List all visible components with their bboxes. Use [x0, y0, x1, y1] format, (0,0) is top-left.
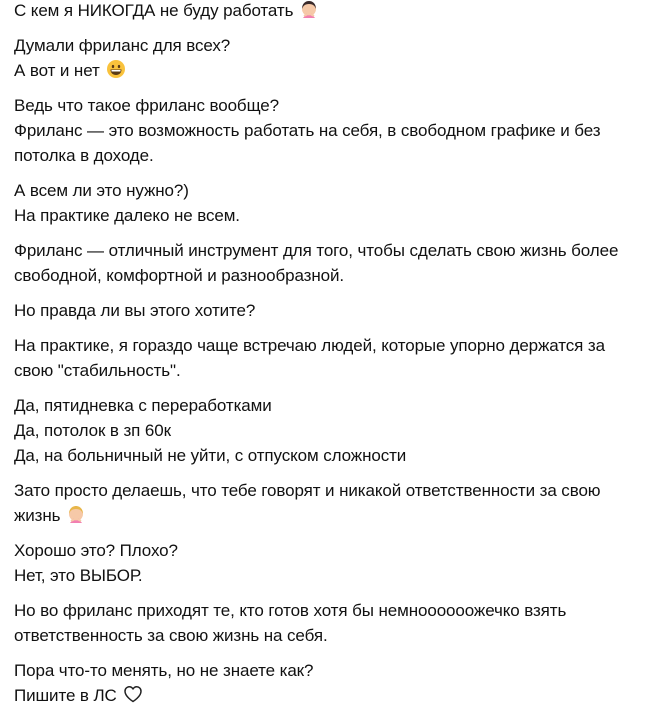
post-line: Да, пятидневка с переработками [14, 396, 272, 415]
post-line: Хорошо это? Плохо? [14, 541, 178, 560]
post-line: Фриланс — отличный инструмент для того, чтобы сделать свою жизнь более [14, 241, 619, 260]
post-paragraph [14, 538, 178, 588]
post-line: Пора что-то менять, но не знаете как? [14, 661, 314, 680]
post-paragraph [14, 598, 566, 648]
post-line: Ведь что такое фриланс вообще? [14, 96, 279, 115]
post-paragraph [14, 33, 230, 83]
post-line: потолка в доходе. [14, 146, 154, 165]
post-line-text: Пишите в ЛС [14, 686, 117, 705]
post-line: Зато просто делаешь, что тебе говорят и никакой ответственности за свою [14, 481, 601, 500]
post-line: свободной, комфортной и разнообразной. [14, 266, 344, 285]
post-line [14, 0, 319, 23]
post-line-text: А вот и нет [14, 61, 100, 80]
post-line: На практике, я гораздо чаще встречаю людей, которые упорно держатся за [14, 336, 605, 355]
heart-outline-icon [123, 684, 143, 704]
post-line: Но правда ли вы этого хотите? [14, 301, 256, 320]
post-paragraph [14, 238, 618, 288]
post-line [14, 58, 230, 83]
grinning-face-emoji [106, 59, 126, 79]
post-line: Нет, это ВЫБОР. [14, 566, 143, 585]
post-paragraph [14, 478, 600, 528]
post-line: Думали фриланс для всех? [14, 36, 231, 55]
post-line: Фриланс — это возможность работать на себя, в свободном графике и без [14, 121, 601, 140]
post-paragraph [14, 333, 605, 383]
post-paragraph [14, 298, 255, 323]
woman-gesturing-no-emoji [299, 0, 319, 19]
post-line: Да, потолок в зп 60к [14, 421, 171, 440]
post-line-text: С кем я НИКОГДА не буду работать [14, 1, 294, 20]
post-line [14, 683, 313, 708]
post-line-text: жизнь [14, 506, 61, 525]
post-line [14, 503, 600, 528]
post-paragraph [14, 178, 240, 228]
post-line: А всем ли это нужно?) [14, 181, 189, 200]
woman-gesturing-no-emoji [66, 504, 86, 524]
post-line: Да, на больничный не уйти, с отпуском сложности [14, 446, 407, 465]
post-line: Но во фриланс приходят те, кто готов хотя бы немноооооо​жечко взять [14, 601, 567, 620]
post-line: ответственность за свою жизнь на себя. [14, 626, 328, 645]
post-paragraph [14, 93, 600, 168]
post-paragraph [14, 0, 319, 23]
post-paragraph [14, 658, 313, 708]
post-paragraph [14, 393, 406, 468]
post-line: свою "стабильность". [14, 361, 181, 380]
post-line: На практике далеко не всем. [14, 206, 240, 225]
